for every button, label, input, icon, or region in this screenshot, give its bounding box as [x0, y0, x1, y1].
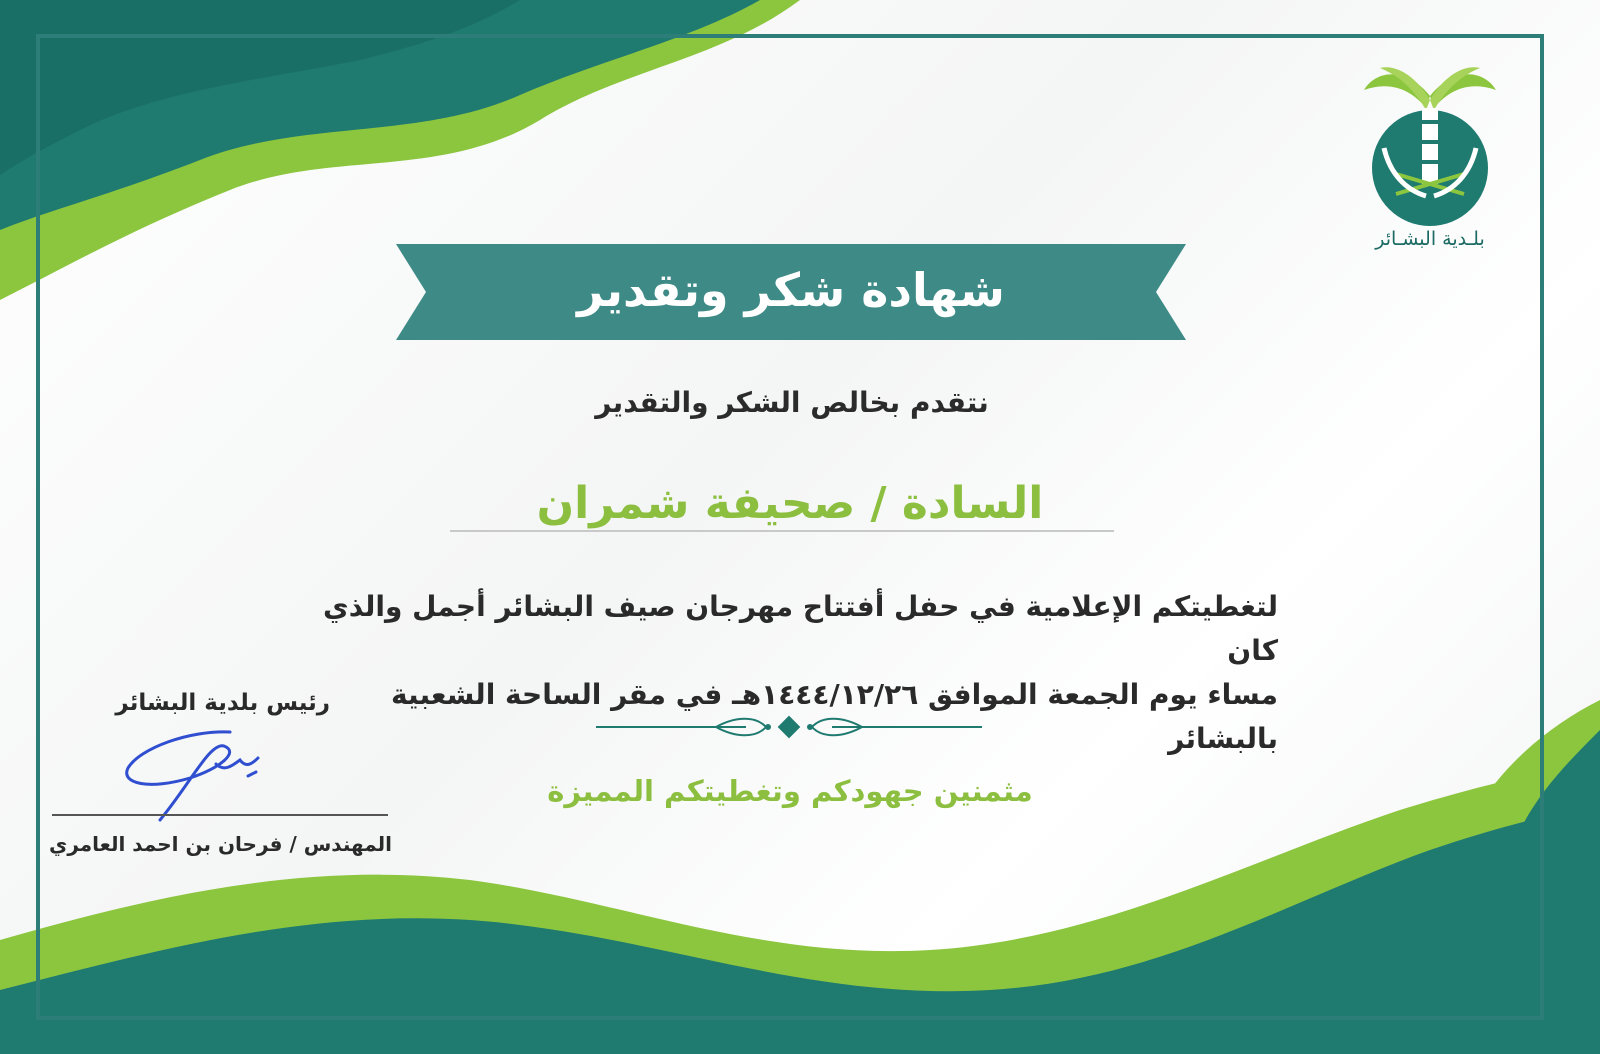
- certificate-title: شهادة شكر وتقدير: [577, 263, 1005, 317]
- body-line-1: لتغطيتكم الإعلامية في حفل أفتتاح مهرجان صيف البشائر أجمل والذي كان: [323, 590, 1278, 667]
- body-line-2: مساء يوم الجمعة الموافق ١٤٤٤/١٢/٢٦هـ في مقر الساحة الشعبية بالبشائر: [391, 678, 1278, 755]
- closing-text: مثمنين جهودكم وتغطيتكم المميزة: [547, 774, 1033, 808]
- recipient-name: السادة / صحيفة شمران: [536, 478, 1044, 529]
- palm-emblem-icon: [1356, 56, 1504, 226]
- signature-line: [52, 814, 388, 816]
- signatory-name: المهندس / فرحان بن احمد العامري: [49, 832, 392, 856]
- municipality-logo: [1356, 56, 1504, 256]
- handwritten-signature: [120, 724, 280, 834]
- ornament-divider-icon: [596, 712, 982, 742]
- logo-text: بلـدية البشـائر: [1375, 228, 1485, 250]
- signatory-title: رئيس بلدية البشائر: [115, 690, 330, 716]
- recipient-underline: [450, 530, 1114, 532]
- intro-text: نتقدم بخالص الشكر والتقدير: [595, 386, 989, 419]
- title-banner: [396, 244, 1186, 340]
